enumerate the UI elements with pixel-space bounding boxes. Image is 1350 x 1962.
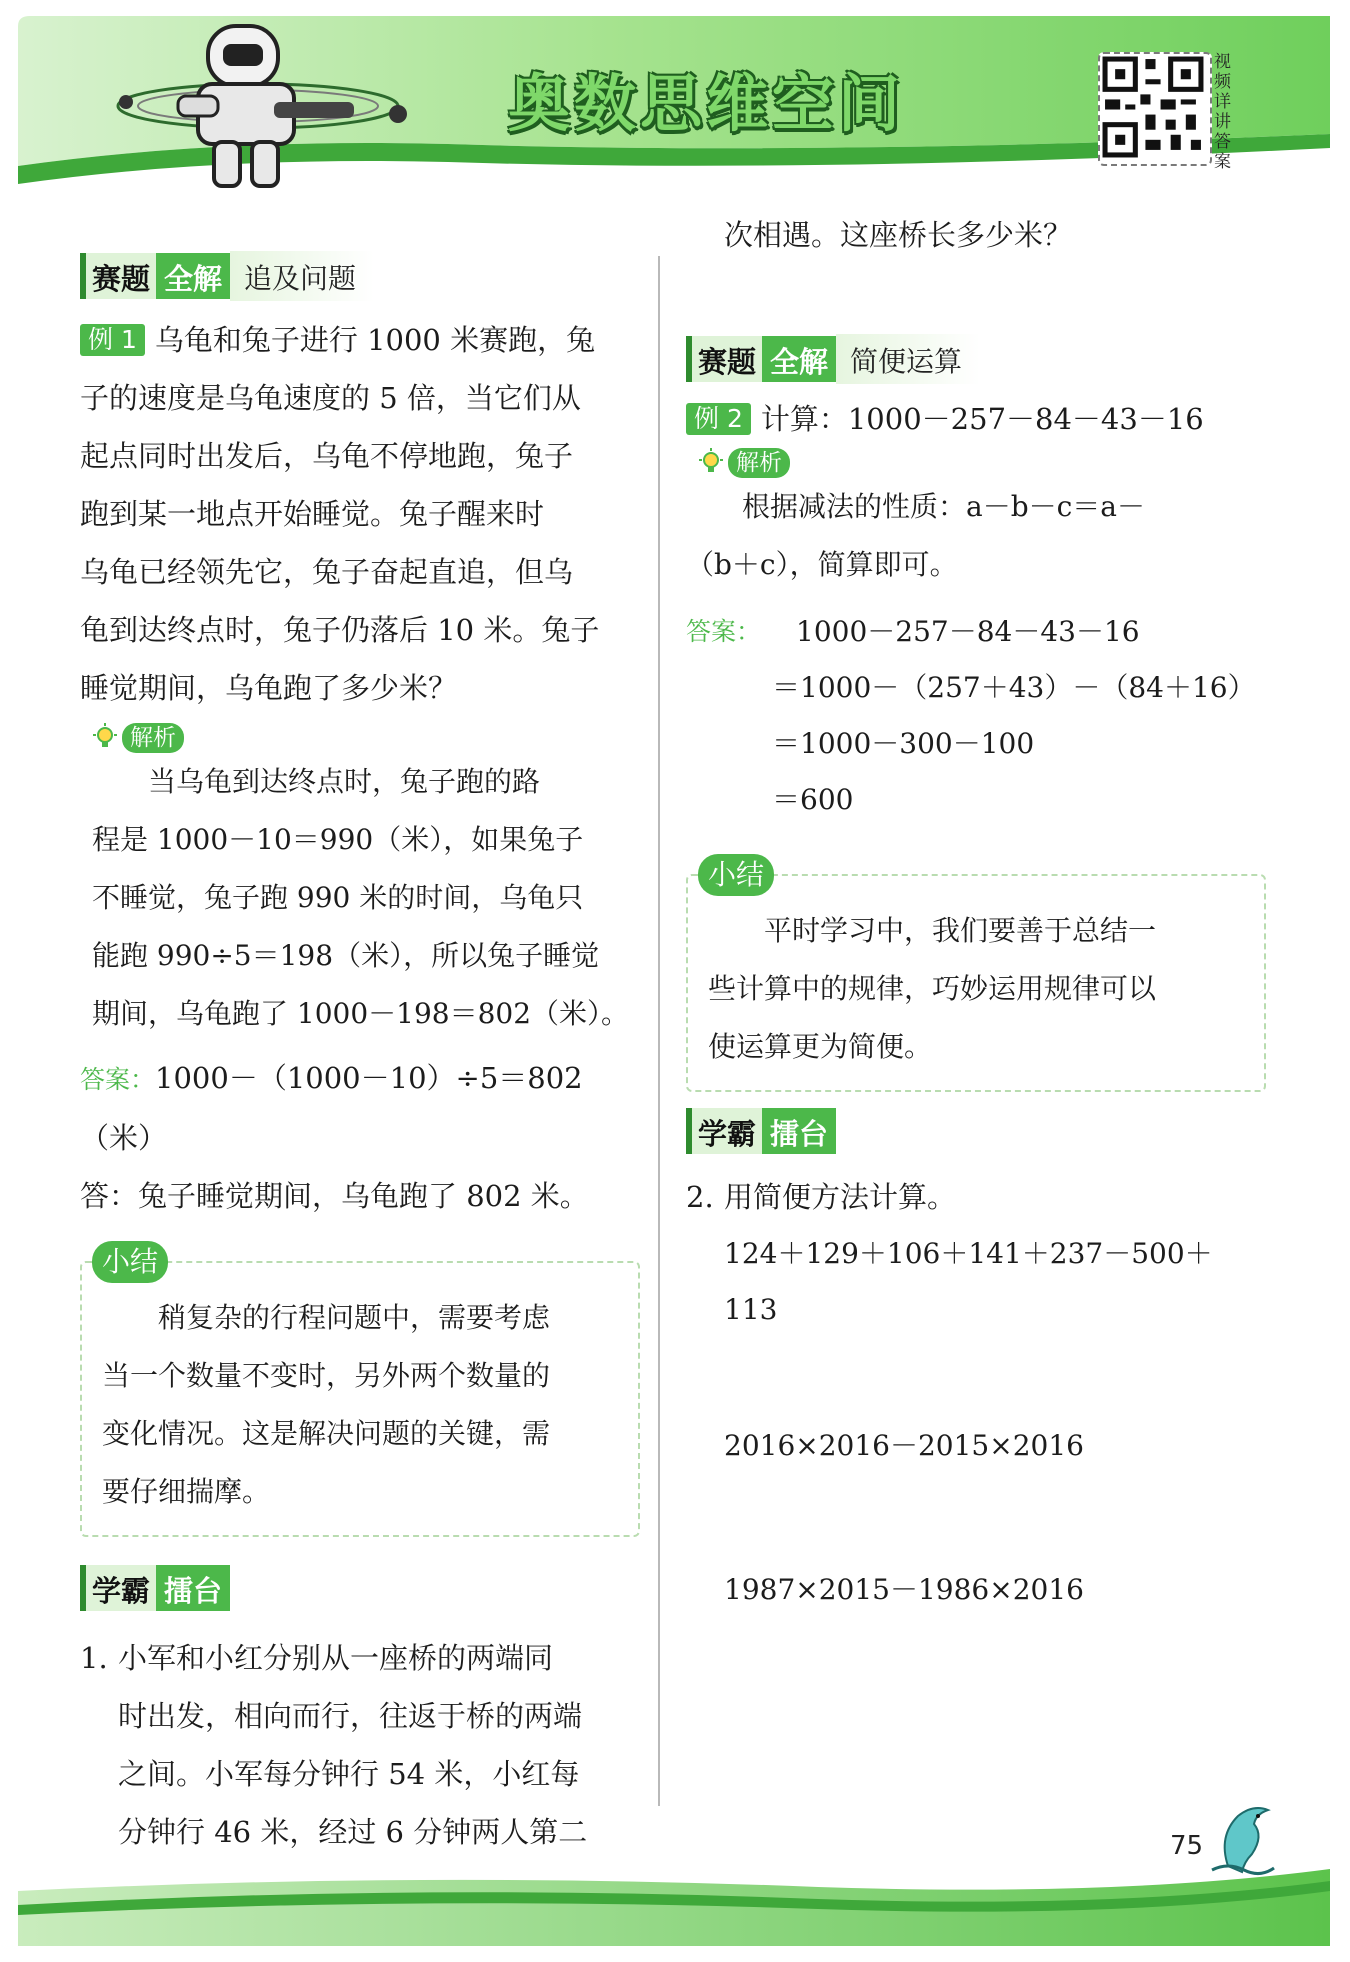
header-banner	[18, 16, 1330, 216]
section-badge: 赛题 全解	[80, 253, 230, 299]
example-line: 乌龟和兔子进行 1000 米赛跑，兔	[154, 323, 596, 357]
analysis-line: 当乌龟到达终点时，兔子跑的路	[148, 765, 541, 798]
expression: 124＋129＋106＋141＋237－500＋	[724, 1237, 1213, 1270]
section-badge: 赛题 全解	[686, 336, 836, 382]
section-badge: 学霸 擂台	[686, 1108, 836, 1154]
left-column	[80, 251, 640, 1861]
example-line: 起点同时出发后，乌龟不停地跑，兔子	[80, 439, 574, 473]
example-line: 龟到达终点时，兔子仍落后 10 米。兔子	[80, 613, 600, 647]
section-title: 简便运算	[836, 334, 980, 384]
problem-2	[686, 1168, 1266, 1618]
problem-line: 之间。小军每分钟行 54 米，小红每	[118, 1757, 580, 1791]
summary-line: 稍复杂的行程问题中，需要考虑	[158, 1301, 551, 1334]
analysis-line: 根据减法的性质：a－b－c＝a－	[742, 490, 1145, 523]
answer-step: ＝1000－（257＋43）－（84＋16）	[772, 671, 1256, 704]
answer-label: 答案：	[686, 617, 762, 646]
section-header-challenge	[80, 1563, 640, 1613]
summary-line: 当一个数量不变时，另外两个数量的	[102, 1359, 551, 1392]
expression: 2016×2016－2015×2016	[724, 1429, 1084, 1462]
expression: 113	[724, 1293, 778, 1326]
answer-1	[80, 1049, 640, 1225]
example-text: 计算：1000－257－84－43－16	[760, 402, 1204, 436]
problem-number: 2.	[686, 1180, 714, 1214]
page	[18, 16, 1330, 1946]
example-1	[80, 311, 640, 717]
answer-equation: 1000－（1000－10）÷5＝802（米）	[80, 1061, 583, 1155]
problem-1	[80, 1629, 640, 1861]
section-header-chase	[80, 251, 640, 301]
summary-line: 使运算更为简便。	[708, 1030, 933, 1063]
answer-step: ＝600	[772, 783, 854, 816]
example-tag: 例 1	[80, 324, 145, 356]
analysis-1	[80, 723, 640, 1043]
problem-number: 1.	[80, 1641, 108, 1675]
problem-line: 时出发，相向而行，往返于桥的两端	[118, 1699, 583, 1733]
section-badge: 学霸 擂台	[80, 1565, 230, 1611]
analysis-tag: 解析	[122, 723, 184, 753]
analysis-2	[686, 448, 1266, 594]
lightbulb-icon	[698, 448, 724, 478]
answer-2	[686, 604, 1266, 828]
page-number: 75	[1170, 1831, 1204, 1861]
column-divider	[658, 256, 660, 1806]
problem-line: 分钟行 46 米，经过 6 分钟两人第二	[118, 1815, 588, 1849]
summary-line: 要仔细揣摩。	[102, 1475, 271, 1508]
analysis-line: 能跑 990÷5＝198（米），所以兔子睡觉	[92, 939, 600, 972]
analysis-tag: 解析	[728, 448, 790, 478]
example-line: 睡觉期间，乌龟跑了多少米？	[80, 671, 458, 705]
summary-line: 变化情况。这是解决问题的关键，需	[102, 1417, 551, 1450]
analysis-line: （b＋c），简算即可。	[686, 548, 958, 581]
qr-code-icon[interactable]	[1098, 52, 1212, 166]
analysis-line: 期间，乌龟跑了 1000－198＝802（米）。	[92, 997, 630, 1030]
example-tag: 例 2	[686, 403, 751, 435]
summary-tag: 小结	[698, 854, 774, 896]
section-title: 追及问题	[230, 251, 374, 301]
page-title: 奥数思维空间	[508, 67, 905, 140]
analysis-line: 程是 1000－10＝990（米），如果兔子	[92, 823, 584, 856]
summary-tag: 小结	[92, 1241, 168, 1283]
answer-label: 答案：	[80, 1065, 156, 1094]
summary-box	[80, 1245, 640, 1537]
summary-line: 平时学习中，我们要善于总结一	[764, 914, 1157, 947]
problem-title: 用简便方法计算。	[724, 1180, 957, 1214]
example-line: 乌龟已经领先它，兔子奋起直追，但乌	[80, 555, 574, 589]
answer-step: ＝1000－300－100	[772, 727, 1035, 760]
summary-box	[686, 858, 1266, 1092]
answer-step: 1000－257－84－43－16	[796, 615, 1140, 648]
qr-label: 视频详讲答案	[1214, 52, 1231, 172]
dolphin-icon	[1208, 1796, 1278, 1876]
right-column	[686, 206, 1266, 1618]
lightbulb-icon	[92, 723, 118, 753]
problem-line: 小军和小红分别从一座桥的两端同	[118, 1641, 554, 1675]
section-header-challenge	[686, 1106, 1266, 1156]
example-line: 跑到某一地点开始睡觉。兔子醒来时	[80, 497, 545, 531]
summary-line: 些计算中的规律，巧妙运用规律可以	[708, 972, 1157, 1005]
answer-reply: 答：兔子睡觉期间，乌龟跑了 802 米。	[80, 1179, 589, 1213]
problem-1-continued: 次相遇。这座桥长多少米？	[724, 218, 1073, 252]
section-header-simplify	[686, 334, 1266, 384]
footer-band	[18, 1861, 1330, 1946]
expression: 1987×2015－1986×2016	[724, 1573, 1084, 1606]
analysis-line: 不睡觉，兔子跑 990 米的时间，乌龟只	[92, 881, 584, 914]
example-line: 子的速度是乌龟速度的 5 倍，当它们从	[80, 381, 581, 415]
